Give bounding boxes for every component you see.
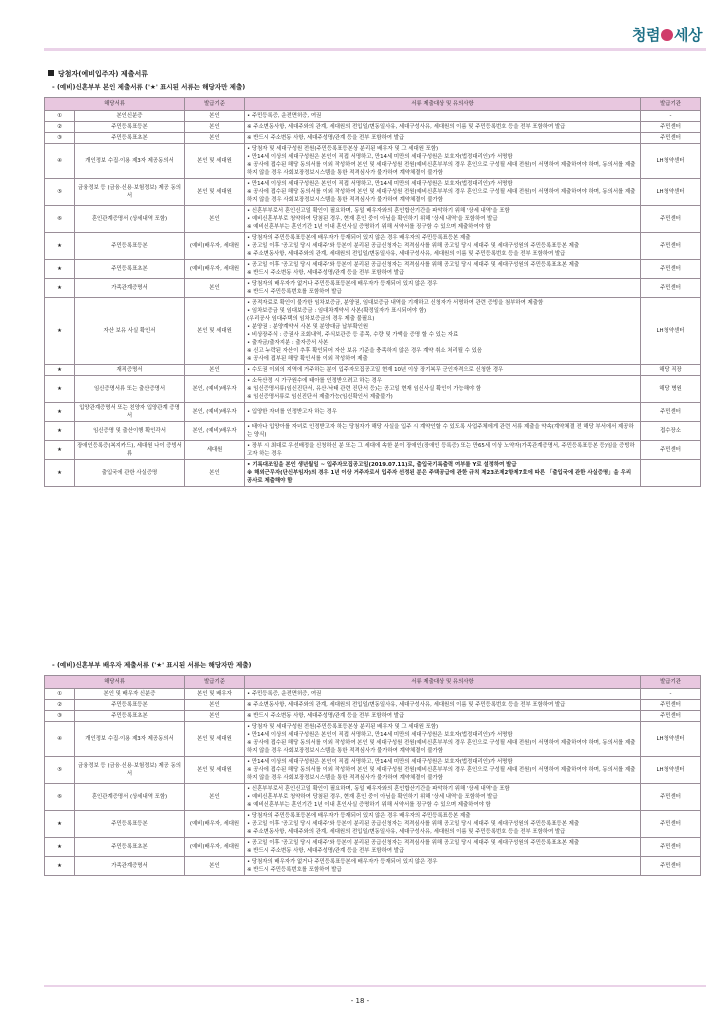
description-line: • 당첨자의 주민등록표등본에 배우자가 등재되어 있지 않은 경우 배우자의 주민등록표등본 제출	[247, 813, 471, 819]
row-marker: ★	[45, 857, 75, 876]
document-name: 금융정보 등 (금융·신용·보험정보) 제공 동의서	[75, 179, 185, 206]
document-name: 주민등록표초본	[75, 133, 185, 144]
row-marker: ★	[45, 279, 75, 298]
table-row	[45, 422, 701, 441]
table-row	[45, 122, 701, 133]
document-name: 임신증명 및 출산이행 확인각서	[75, 422, 185, 441]
issue-basis: 본인	[185, 122, 245, 133]
document-description	[245, 260, 641, 279]
issue-basis: 본인	[185, 206, 245, 233]
table-row	[45, 857, 701, 876]
description-line: ※ 공사에 접수된 해당 동의서를 이외 작성하여 본인 및 세대구성원 전원(예비신혼부부의 경우 혼인으로 구성될 세대 전원)이 서명하여 제출하여야 하며, 동의서를 제출하지 않을 경우 사회보장정보시스템을 통한 적격심사가 불가하여 계약체결이 불가함	[247, 740, 636, 754]
table1-subtitle: - (예비)신혼부부 본인 제출서류 ('★' 표시된 서류는 해당자만 제출)	[52, 83, 246, 91]
table-row	[45, 403, 701, 422]
issue-basis: 본인 및 배우자	[185, 689, 245, 700]
description-line: ※ 임신증명서류(임신진단서, 유산·낙태 관련 진단서 등)는 공고일 현재 임신사실 확인이 가능해야 함	[247, 386, 482, 392]
description-line: ※ 반드시 주소변동 사항, 세대주성명/관계 등을 전부 포함하여 발급	[247, 713, 405, 719]
col-header-document: 해당서류	[45, 98, 185, 111]
header-divider	[44, 48, 706, 51]
issuing-agency: 주민센터	[641, 711, 701, 722]
spouse-documents-table	[44, 675, 701, 876]
table-row	[45, 279, 701, 298]
issue-basis: 본인	[185, 700, 245, 711]
issue-basis: 본인 및 세대원	[185, 298, 245, 365]
document-description	[245, 233, 641, 260]
issue-basis: 본인, (예비)배우자	[185, 376, 245, 403]
logo-dot-icon	[661, 29, 673, 41]
document-name: 본인신분증	[75, 111, 185, 122]
row-marker: ②	[45, 700, 75, 711]
table-row	[45, 111, 701, 122]
document-description	[245, 784, 641, 811]
document-name: 개인정보 수집·이용 제3자 제공동의서	[75, 722, 185, 757]
description-line: ※ 예비신혼부부는 혼인기간 1년 이내 혼인사실 증명하기 위해 서약서를 징구함 수 있으며 제출하여야 함	[247, 224, 491, 230]
issuing-agency: 주민센터	[641, 206, 701, 233]
table-row	[45, 179, 701, 206]
description-line: • 공고일 이후 '공고일 당시 세대주'와 등본이 분리된 공급신청자는 적격심사를 위해 공고일 당시 세대주 및 세대구성원의 주민등록표등본 제출	[247, 243, 580, 249]
description-line: • 장부 시 최대로 우선배정을 신청하신 분 또는 그 세대에 속한 분이 장애인(장애인 등록증) 또는 만65세 이상 노약자(가족관계증명서, 주민등록표등본 등)임을 증빙하고자 하는 경우	[247, 443, 635, 457]
document-name: 주민등록표등본	[75, 122, 185, 133]
issue-basis: 본인	[185, 857, 245, 876]
document-description	[245, 722, 641, 757]
description-line: • 당첨자의 배우자가 없거나 주민등록표등본에 배우자가 등재되어 있지 않은 경우	[247, 281, 438, 287]
brand-logo	[632, 24, 702, 45]
description-line: • 당첨자의 배우자가 없거나 주민등록표등본에 배우자가 등재되어 있지 않은 경우	[247, 859, 438, 865]
issuing-agency: LH청약센터	[641, 179, 701, 206]
issue-basis: 본인	[185, 711, 245, 722]
description-line: • 공고일 이후 '공고일 당시 세대주'와 등본이 분리된 공급신청자는 적격심사를 위해 공고일 당시 세대주 및 세대구성원의 주민등록표초본 제출	[247, 262, 580, 268]
description-line: • 당첨자의 주민등록표등본에 배우자가 등재되어 있지 않은 경우 배우자의 주민등록표등본 제출	[247, 235, 471, 241]
row-marker: ①	[45, 689, 75, 700]
table-row	[45, 233, 701, 260]
issuing-agency: 주민센터	[641, 441, 701, 460]
table-row	[45, 260, 701, 279]
document-name: 주민등록표등본	[75, 233, 185, 260]
document-description	[245, 757, 641, 784]
issuing-agency: LH청약센터	[641, 144, 701, 179]
issue-basis: 세대원	[185, 441, 245, 460]
table-row	[45, 460, 701, 487]
document-name: 출입국에 관한 사실증명	[75, 460, 185, 487]
description-line: • 만14세 이상의 세대구성원은 본인이 직접 서명하고, 만14세 미만의 세대구성원은 보호자(법정대리인)가 서명함	[247, 154, 513, 160]
description-line: • 입양한 자녀를 인정받고자 하는 경우	[247, 409, 337, 415]
document-name: 주민등록표등본	[75, 700, 185, 711]
issue-basis: 본인	[185, 279, 245, 298]
issuing-agency: 주민센터	[641, 233, 701, 260]
issuing-agency: 접수장소	[641, 422, 701, 441]
description-line: ※ 주소변동사항, 세대주와의 관계, 세대원의 전입일/변동일사유, 세대구성사유, 세대원의 이름 및 주민등록번호 등을 전부 포함하여 발급	[247, 124, 566, 130]
row-marker: ★	[45, 422, 75, 441]
description-line: ※ 반드시 주민등록번호를 포함하여 발급	[247, 867, 342, 873]
col-header-basis: 발급기준	[185, 676, 245, 689]
table-row	[45, 689, 701, 700]
description-line: ※ 반드시 주소변동 사항, 세대주성명/관계 등을 전부 포함하여 발급	[247, 135, 405, 141]
row-marker: ★	[45, 260, 75, 279]
description-line: (우리공사 임대주택의 임차보증금의 경우 제출 불필요)	[247, 316, 375, 322]
row-marker: ★	[45, 441, 75, 460]
page-number: - 18 -	[350, 997, 370, 1005]
document-description	[245, 857, 641, 876]
description-line: ※ 공사에 접수된 해당 동의서를 이외 작성하여 본인 및 세대구성원 전원(예비신혼부부의 경우 혼인으로 구성될 세대 전원)이 서명하여 제출하여야 하며, 동의서를 제출하지 않을 경우 사회보장정보시스템을 통한 적격심사가 불가하여 계약체결이 불가함	[247, 189, 636, 203]
col-header-basis: 발급기준	[185, 98, 245, 111]
issue-basis: (예비)배우자, 세대원	[185, 260, 245, 279]
document-name: 자산 보유 사실 확인서	[75, 298, 185, 365]
issuing-agency: 주민센터	[641, 279, 701, 298]
table1-header	[45, 98, 701, 111]
issue-basis: 본인	[185, 784, 245, 811]
issuing-agency: 주민센터	[641, 133, 701, 144]
description-line: • 비상장주식 : 증권사 조회내역, 주식보관증 등 종목, 수량 및 가액을 증명 할 수 있는 자료	[247, 332, 459, 338]
issuing-agency: 주민센터	[641, 857, 701, 876]
document-description	[245, 838, 641, 857]
table2-subtitle: - (예비)신혼부부 배우자 제출서류 ('★' 표시된 서류는 해당자만 제출)	[52, 661, 252, 669]
document-name: 본인 및 배우자 신분증	[75, 689, 185, 700]
description-line: ※ 공사에 접부된 해당 확인서를 이외 작성하여 제출	[247, 356, 368, 362]
document-description	[245, 811, 641, 838]
issuing-agency: -	[641, 689, 701, 700]
issuing-agency: LH청약센터	[641, 722, 701, 757]
document-name: 입양관계증명서 또는 친양자 입양관계 증명서	[75, 403, 185, 422]
description-line: ※ 예비신혼부부는 혼인기간 1년 이내 혼인사실 증명하기 위해 서약서를 징구함 수 있으며 제출하여야 함	[247, 802, 491, 808]
document-description	[245, 365, 641, 376]
description-line: • 만14세 이상의 세대구성원은 본인이 직접 서명하고, 만14세 미만의 세대구성원은 보호자(법정대리인)가 서명함	[247, 732, 513, 738]
document-description	[245, 376, 641, 403]
description-line: • 주민등록증, 운전면허증, 여권	[247, 113, 322, 119]
issuing-agency: 주민센터	[641, 122, 701, 133]
issuing-agency: 주민센터	[641, 403, 701, 422]
issuing-agency: 주민센터	[641, 838, 701, 857]
issuing-agency: LH청약센터	[641, 757, 701, 784]
description-line: • 예비신혼부부로 청약하여 당첨된 경우, 현재 혼인 중이 아님을 확인하기 위해 '상세 내역'을 포함하여 발급	[247, 794, 498, 800]
section-title-text: 당첨자(예비입주자) 제출서류	[58, 70, 148, 78]
document-description	[245, 111, 641, 122]
row-marker: ★	[45, 233, 75, 260]
description-line: • 신혼부부로서 혼인신고일 확인이 필요하며, 동일 배우자와의 혼인합산기간을 파악하기 위해 '상세 내역'을 포함	[247, 208, 510, 214]
row-marker: ④	[45, 722, 75, 757]
issue-basis: 본인	[185, 111, 245, 122]
table2-header	[45, 676, 701, 689]
row-marker: ★	[45, 365, 75, 376]
description-line: ※ 주소변동사항, 세대주와의 관계, 세대원의 전입일/변동일사유, 세대구성사유, 세대원의 이름 및 주민등록번호 등을 전부 포함하여 발급	[247, 829, 566, 835]
document-name: 주민등록표초본	[75, 711, 185, 722]
document-description	[245, 298, 641, 365]
document-description	[245, 711, 641, 722]
table-row	[45, 757, 701, 784]
issue-basis: (예비)배우자, 세대원	[185, 811, 245, 838]
table-row	[45, 365, 701, 376]
description-line: • 임차보증금 및 임대보증금 : 임대차계약서 사본(확정일자가 표시되어야 함)	[247, 308, 427, 314]
description-line: ※ 반드시 주민등록번호를 포함하여 발급	[247, 289, 342, 295]
document-name: 금융정보 등 (금융·신용·보험정보) 제공 동의서	[75, 757, 185, 784]
document-name: 가족관계증명서	[75, 279, 185, 298]
description-line: • 수도권 이외의 지역에 거주하는 분이 입주자모집공고일 현재 10년 이상 장기복무 군인자격으로 신청한 경우	[247, 367, 504, 373]
row-marker: ★	[45, 376, 75, 403]
issue-basis: 본인	[185, 365, 245, 376]
description-line: • 예비신혼부부로 청약하여 당첨된 경우, 현재 혼인 중이 아님을 확인하기 위해 '상세 내역'을 포함하여 발급	[247, 216, 498, 222]
table-row	[45, 700, 701, 711]
issuing-agency: 주민센터	[641, 784, 701, 811]
description-line: ※ 반드시 주소변동 사항, 세대주성명/관계 등을 전부 포함하여 발급	[247, 270, 405, 276]
document-description	[245, 179, 641, 206]
table-row	[45, 811, 701, 838]
description-line: • 만14세 이상의 세대구성원은 본인이 직접 서명하고, 만14세 미만의 세대구성원은 보호자(법정대리인)가 서명함	[247, 759, 513, 765]
row-marker: ⑤	[45, 757, 75, 784]
document-name: 장애인등록증(복지카드), 세대원 나이 증빙서류	[75, 441, 185, 460]
description-line: • 당첨자 및 세대구성원 전원(주민등록표등본상 분리된 배우자 및 그 세대원 포함)	[247, 146, 439, 152]
description-line: ※ 공사에 접수된 해당 동의서를 이외 작성하여 본인 및 세대구성원 전원(예비신혼부부의 경우 혼인으로 구성될 세대 전원)이 서명하여 제출하여야 하며, 동의서를 제출하지 않을 경우 사회보장정보시스템을 통한 적격심사가 불가하여 계약체결이 불가함	[247, 162, 636, 176]
document-name: 혼인관계증명서 (상세내역 포함)	[75, 206, 185, 233]
row-marker: ★	[45, 460, 75, 487]
document-description	[245, 441, 641, 460]
document-name: 임신증명서류 또는 출산증명서	[75, 376, 185, 403]
document-name: 개인정보 수집·이용 제3자 제공동의서	[75, 144, 185, 179]
issuing-agency: -	[641, 111, 701, 122]
document-name: 혼인관계증명서 (상세내역 포함)	[75, 784, 185, 811]
row-marker: ★	[45, 298, 75, 365]
description-line: • 공고일 이후 '공고일 당시 세대주'와 등본이 분리된 공급신청자는 적격심사를 위해 공고일 당시 세대주 및 세대구성원의 주민등록표등본 제출	[247, 821, 580, 827]
document-description	[245, 133, 641, 144]
applicant-documents-table	[44, 97, 701, 487]
issuing-agency: 주민센터	[641, 260, 701, 279]
description-line: ※ 신고 누락된 자산이 추후 확인되어 자산 보유 기준을 충족하지 않은 경우 계약 취소 처리될 수 있음	[247, 348, 483, 354]
table-row	[45, 711, 701, 722]
issue-basis: 본인 및 세대원	[185, 722, 245, 757]
issue-basis: (예비)배우자, 세대원	[185, 838, 245, 857]
issuing-agency: 주민센터	[641, 700, 701, 711]
row-marker: ④	[45, 144, 75, 179]
document-description	[245, 689, 641, 700]
document-name: 주민등록표초본	[75, 260, 185, 279]
issuing-agency: 주민센터	[641, 811, 701, 838]
col-header-agency: 발급기관	[641, 98, 701, 111]
issue-basis: 본인 및 세대원	[185, 757, 245, 784]
description-line: • 분양권 : 분양계약서 사본 및 분양대금 납부확인원	[247, 324, 369, 330]
logo-text-2: 세상	[674, 26, 702, 44]
issue-basis: 본인 및 세대원	[185, 179, 245, 206]
document-description	[245, 206, 641, 233]
row-marker: ③	[45, 133, 75, 144]
table-row	[45, 784, 701, 811]
document-description	[245, 700, 641, 711]
table-row	[45, 298, 701, 365]
description-line: ※ 임신증명서류로 임신진단서 제출가능(임신확인서 제출불가)	[247, 394, 393, 400]
logo-text-1: 청렴	[632, 26, 661, 44]
issuing-agency: 해당 병원	[641, 376, 701, 403]
document-name: 재직증명서	[75, 365, 185, 376]
col-header-description: 서류 제출대상 및 유의사항	[245, 676, 641, 689]
description-line: ※ 반드시 주소변동 사항, 세대주성명/관계 등을 전부 포함하여 발급	[247, 848, 405, 854]
col-header-agency: 발급기관	[641, 676, 701, 689]
square-bullet-icon	[48, 70, 54, 76]
col-header-description: 서류 제출대상 및 유의사항	[245, 98, 641, 111]
row-marker: ⑥	[45, 784, 75, 811]
footer-divider	[44, 985, 706, 987]
description-line: ※ 주소변동사항, 세대주와의 관계, 세대원의 전입일/변동일사유, 세대구성사유, 세대원의 이름 및 주민등록번호 등을 전부 포함하여 발급	[247, 251, 566, 257]
table-row	[45, 144, 701, 179]
table-row	[45, 441, 701, 460]
row-marker: ⑥	[45, 206, 75, 233]
document-name: 주민등록표등본	[75, 811, 185, 838]
document-description	[245, 122, 641, 133]
issuing-agency: 해당 직장	[641, 365, 701, 376]
description-line: • 기록대조일을 본인 생년월일 ~ 입주자모집공고일(2019.07.11)로, 출입국기록출력 여부를 Y로 설정하여 발급	[247, 462, 517, 468]
row-marker: ★	[45, 838, 75, 857]
description-line: ※ 해외근무자(단신부임자)의 경우 1년 이상 거주자로서 입주자 선정된 분은 주택공급에 관한 규칙 제23조제2항제7호에 따른 「출입국에 관한 사실증명」을 우리 공사로 제출해야 함	[247, 470, 632, 484]
row-marker: ②	[45, 122, 75, 133]
description-line: ※ 주소변동사항, 세대주와의 관계, 세대원의 전입일/변동일사유, 세대구성사유, 세대원의 이름 및 주민등록번호 등을 전부 포함하여 발급	[247, 702, 566, 708]
issue-basis: 본인 및 세대원	[185, 144, 245, 179]
col-header-document: 해당서류	[45, 676, 185, 689]
document-description	[245, 279, 641, 298]
description-line: • 주민등록증, 운전면허증, 여권	[247, 691, 322, 697]
document-name: 주민등록표초본	[75, 838, 185, 857]
description-line: • 당첨자 및 세대구성원 전원(주민등록표등본상 분리된 배우자 및 그 세대원 포함)	[247, 724, 439, 730]
row-marker: ★	[45, 811, 75, 838]
description-line: • 공적자료로 확인이 불가한 임차보증금, 분양권, 임대보증금 내역을 기재하고 신청자가 서명하여 관련 증빙을 첨부하여 제출함	[247, 300, 544, 306]
document-description	[245, 403, 641, 422]
table-row	[45, 838, 701, 857]
table-row	[45, 722, 701, 757]
issue-basis: 본인	[185, 460, 245, 487]
issue-basis: 본인, (예비)배우자	[185, 422, 245, 441]
table-row	[45, 376, 701, 403]
issuing-agency	[641, 460, 701, 487]
document-description	[245, 422, 641, 441]
description-line: • 출자금/출자지분 : 출자증서 사본	[247, 340, 329, 346]
section-title	[48, 69, 148, 79]
description-line: • 공고일 이후 '공고일 당시 세대주'와 등본이 분리된 공급신청자는 적격심사를 위해 공고일 당시 세대주 및 세대구성원의 주민등록표초본 제출	[247, 840, 580, 846]
description-line: • 만14세 이상의 세대구성원은 본인이 직접 서명하고, 만14세 미만의 세대구성원은 보호자(법정대리인)가 서명함	[247, 181, 513, 187]
issuing-agency: LH청약센터	[641, 298, 701, 365]
issue-basis: 본인, (예비)배우자	[185, 403, 245, 422]
description-line: • 소득산정 시 가구원수에 태아를 인정받으려고 하는 경우	[247, 378, 382, 384]
row-marker: ⑤	[45, 179, 75, 206]
issue-basis: (예비)배우자, 세대원	[185, 233, 245, 260]
document-description	[245, 460, 641, 487]
row-marker: ③	[45, 711, 75, 722]
row-marker: ★	[45, 403, 75, 422]
table-row	[45, 206, 701, 233]
description-line: ※ 공사에 접수된 해당 동의서를 이외 작성하여 본인 및 세대구성원 전원(예비신혼부부의 경우 혼인으로 구성될 세대 전원)이 서명하여 제출하여야 하며, 동의서를 제출하지 않을 경우 사회보장정보시스템을 통한 적격심사가 불가하여 계약체결이 불가함	[247, 767, 636, 781]
document-description	[245, 144, 641, 179]
description-line: • 신혼부부로서 혼인신고일 확인이 필요하며, 동일 배우자와의 혼인합산기간을 파악하기 위해 '상세 내역'을 포함	[247, 786, 510, 792]
document-name: 가족관계증명서	[75, 857, 185, 876]
table-row	[45, 133, 701, 144]
row-marker: ①	[45, 111, 75, 122]
description-line: • 태아나 입양아를 자녀로 인정받고자 하는 당첨자가 해당 사실을 입주 시 계약인할 수 있도록 사업주체에게 관련 서류 제출을 약속(계약체결 전 해당 부서에서 제공하는 양식)	[247, 424, 634, 438]
issue-basis: 본인	[185, 133, 245, 144]
